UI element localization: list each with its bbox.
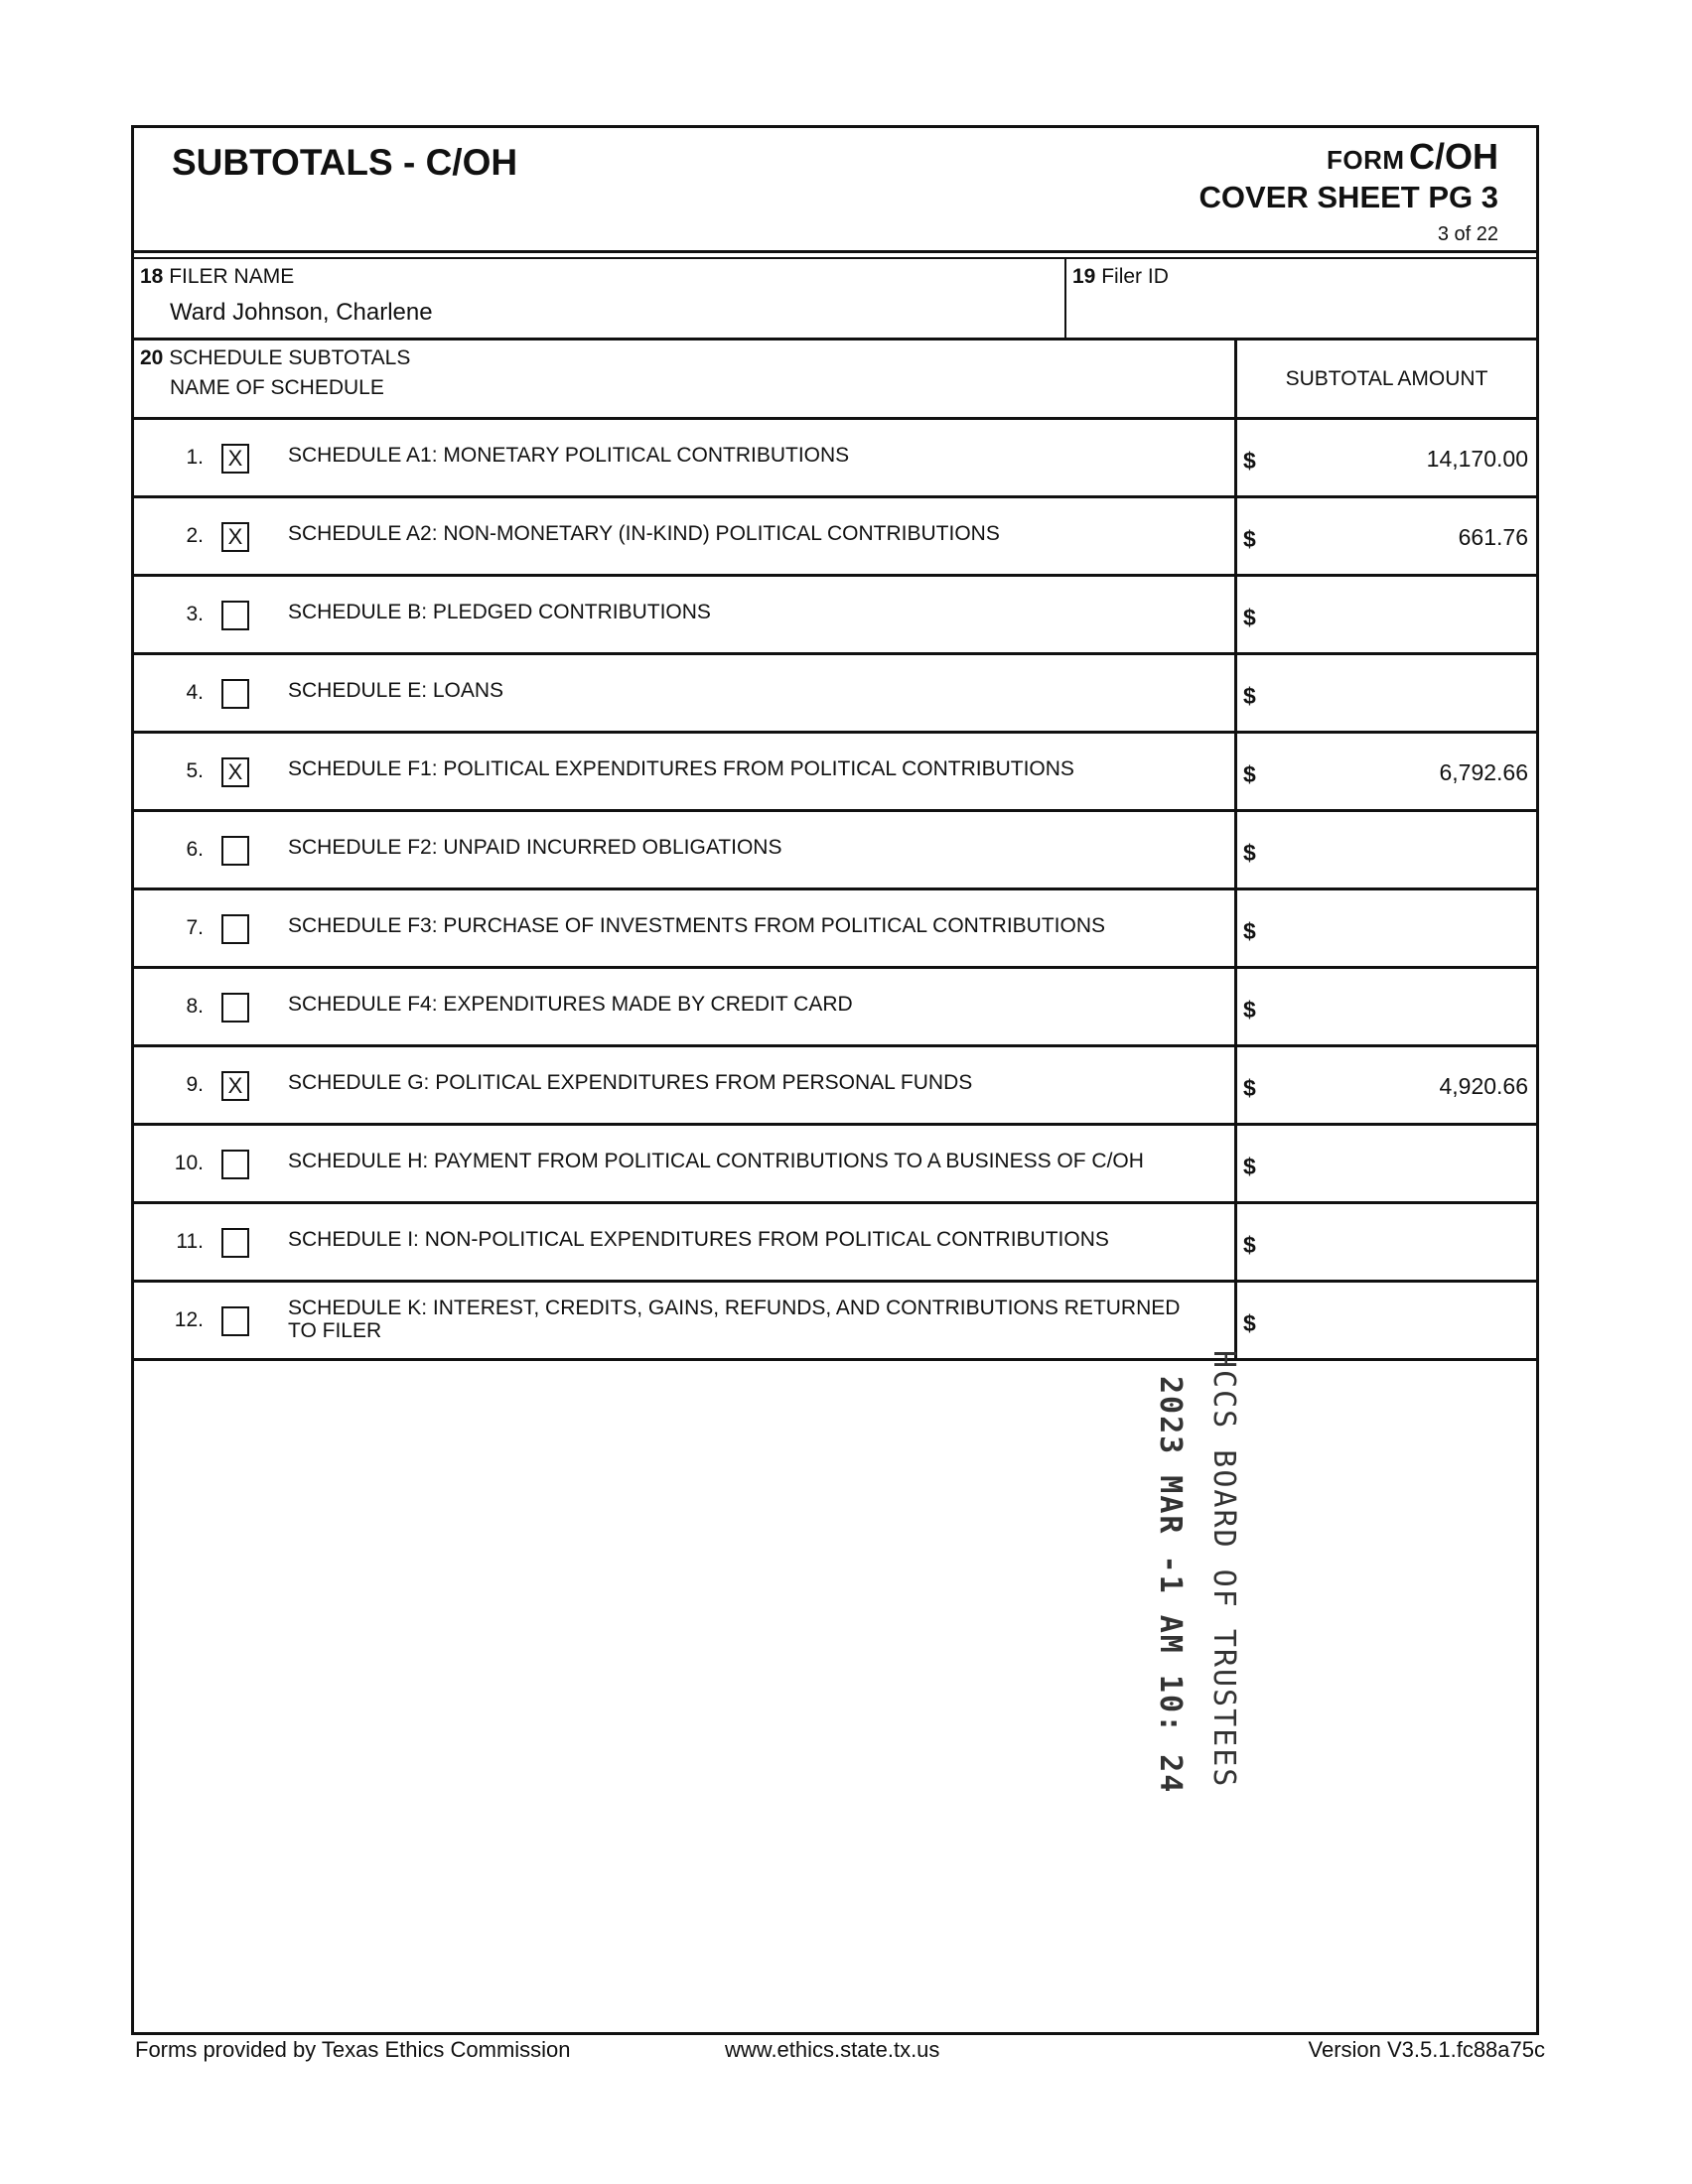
- schedule-row: [134, 498, 1536, 577]
- filer-name-value: Ward Johnson, Charlene: [170, 299, 433, 326]
- schedule-name: SCHEDULE F3: PURCHASE OF INVESTMENTS FROM POLITICAL CONTRIBUTIONS: [288, 914, 1105, 937]
- schedule-name: SCHEDULE H: PAYMENT FROM POLITICAL CONTRIBUTIONS TO A BUSINESS OF C/OH: [288, 1150, 1144, 1172]
- subtotal-cell: [1234, 812, 1536, 887]
- schedule-checkbox[interactable]: [221, 914, 249, 944]
- dollar-sign: $: [1243, 1232, 1256, 1258]
- row-number: 8.: [186, 995, 204, 1018]
- filer-name-cell: [134, 259, 1066, 338]
- schedule-row: [134, 812, 1536, 890]
- form-page: [131, 125, 1539, 2035]
- schedule-row: [134, 1047, 1536, 1126]
- footer-credit: Forms provided by Texas Ethics Commission: [135, 2037, 571, 2062]
- subtotal-amount-header: SUBTOTAL AMOUNT: [1234, 341, 1536, 417]
- dollar-sign: $: [1243, 448, 1256, 474]
- filer-row: [134, 257, 1536, 341]
- row-number: 9.: [186, 1073, 204, 1096]
- schedule-checkbox[interactable]: [221, 836, 249, 866]
- schedule-row: [134, 890, 1536, 969]
- schedule-row: [134, 655, 1536, 734]
- subtotal-cell: [1234, 420, 1536, 495]
- filer-name-label: FILER NAME: [169, 265, 295, 288]
- filer-id-number: 19: [1072, 265, 1096, 288]
- schedule-checkbox[interactable]: [221, 1306, 249, 1336]
- schedule-name: SCHEDULE I: NON-POLITICAL EXPENDITURES FROM POLITICAL CONTRIBUTIONS: [288, 1228, 1109, 1251]
- page-count: 3 of 22: [1437, 223, 1498, 245]
- footer-version: Version V3.5.1.fc88a75c: [1308, 2037, 1545, 2062]
- form-code: C/OH: [1409, 136, 1498, 177]
- schedule-name: SCHEDULE G: POLITICAL EXPENDITURES FROM PERSONAL FUNDS: [288, 1071, 973, 1094]
- filer-name-number: 18: [140, 265, 164, 288]
- subtotal-amount: 4,920.66: [1439, 1073, 1528, 1099]
- row-number: 6.: [186, 838, 204, 861]
- schedule-subtotals-header: [134, 341, 1536, 420]
- schedule-row: [134, 577, 1536, 655]
- subtotal-cell: [1234, 1126, 1536, 1201]
- filer-id-label: Filer ID: [1101, 265, 1169, 288]
- dollar-sign: $: [1243, 1075, 1256, 1101]
- row-number: 3.: [186, 603, 204, 625]
- schedule-checkbox[interactable]: [221, 1228, 249, 1258]
- schedule-name: SCHEDULE F2: UNPAID INCURRED OBLIGATIONS: [288, 836, 782, 859]
- form-header: [134, 128, 1536, 253]
- schedule-row: [134, 420, 1536, 498]
- subtotal-cell: [1234, 734, 1536, 809]
- schedule-name: SCHEDULE F1: POLITICAL EXPENDITURES FROM POLITICAL CONTRIBUTIONS: [288, 757, 1074, 780]
- schedule-row: [134, 734, 1536, 812]
- schedule-name: SCHEDULE F4: EXPENDITURES MADE BY CREDIT CARD: [288, 993, 853, 1016]
- schedule-checkbox[interactable]: X: [221, 522, 249, 552]
- schedule-checkbox[interactable]: [221, 601, 249, 630]
- subtotal-cell: [1234, 1204, 1536, 1280]
- schedule-row: [134, 969, 1536, 1047]
- schedule-checkbox[interactable]: [221, 1150, 249, 1179]
- row-number: 12.: [174, 1308, 204, 1331]
- schedule-name: SCHEDULE A2: NON-MONETARY (IN-KIND) POLITICAL CONTRIBUTIONS: [288, 522, 1000, 545]
- dollar-sign: $: [1243, 997, 1256, 1023]
- subtotal-cell: [1234, 498, 1536, 574]
- schedule-rows: [134, 420, 1536, 1361]
- name-of-schedule-label: NAME OF SCHEDULE: [170, 376, 384, 399]
- schedule-subtotals-number: 20: [140, 346, 164, 369]
- subtotal-cell: [1234, 655, 1536, 731]
- dollar-sign: $: [1243, 526, 1256, 552]
- subtotal-amount: 661.76: [1458, 524, 1528, 550]
- row-number: 7.: [186, 916, 204, 939]
- cover-sheet-label: COVER SHEET PG 3: [1198, 180, 1498, 214]
- dollar-sign: $: [1243, 1310, 1256, 1336]
- subtotal-cell: [1234, 577, 1536, 652]
- schedule-checkbox[interactable]: X: [221, 444, 249, 474]
- schedule-name: SCHEDULE K: INTEREST, CREDITS, GAINS, REFUNDS, AND CONTRIBUTIONS RETURNED TO FILER: [288, 1297, 1181, 1342]
- subtotal-cell: [1234, 1047, 1536, 1123]
- subtotal-cell: [1234, 1283, 1536, 1358]
- filer-id-cell: [1066, 259, 1536, 338]
- dollar-sign: $: [1243, 1154, 1256, 1179]
- row-number: 11.: [176, 1230, 204, 1253]
- schedule-checkbox[interactable]: X: [221, 1071, 249, 1101]
- schedule-checkbox[interactable]: [221, 993, 249, 1023]
- schedule-row: [134, 1204, 1536, 1283]
- received-stamp: [1122, 1350, 1241, 1795]
- dollar-sign: $: [1243, 761, 1256, 787]
- row-number: 10.: [174, 1152, 204, 1174]
- schedule-row: [134, 1126, 1536, 1204]
- subtotal-amount: 14,170.00: [1426, 446, 1528, 472]
- row-number: 1.: [186, 446, 204, 469]
- footer-url[interactable]: www.ethics.state.tx.us: [725, 2037, 940, 2062]
- form-prefix: FORM: [1327, 145, 1405, 175]
- dollar-sign: $: [1243, 683, 1256, 709]
- schedule-name: SCHEDULE B: PLEDGED CONTRIBUTIONS: [288, 601, 711, 623]
- schedule-row: [134, 1283, 1536, 1361]
- stamp-organization: HCCS BOARD OF TRUSTEES: [1206, 1350, 1241, 1789]
- dollar-sign: $: [1243, 918, 1256, 944]
- row-number: 2.: [186, 524, 204, 547]
- schedule-checkbox[interactable]: [221, 679, 249, 709]
- page-title: SUBTOTALS - C/OH: [172, 142, 518, 183]
- schedule-checkbox[interactable]: X: [221, 757, 249, 787]
- row-number: 5.: [186, 759, 204, 782]
- dollar-sign: $: [1243, 605, 1256, 630]
- stamp-date: 2023 MAR -1 AM 10: 24: [1153, 1376, 1188, 1795]
- schedule-name: SCHEDULE A1: MONETARY POLITICAL CONTRIBUTIONS: [288, 444, 850, 467]
- row-number: 4.: [186, 681, 204, 704]
- subtotal-cell: [1234, 890, 1536, 966]
- subtotal-cell: [1234, 969, 1536, 1044]
- schedule-name: SCHEDULE E: LOANS: [288, 679, 504, 702]
- subtotal-amount: 6,792.66: [1439, 759, 1528, 785]
- dollar-sign: $: [1243, 840, 1256, 866]
- form-id: [1327, 136, 1498, 178]
- schedule-subtotals-label: SCHEDULE SUBTOTALS: [169, 346, 411, 369]
